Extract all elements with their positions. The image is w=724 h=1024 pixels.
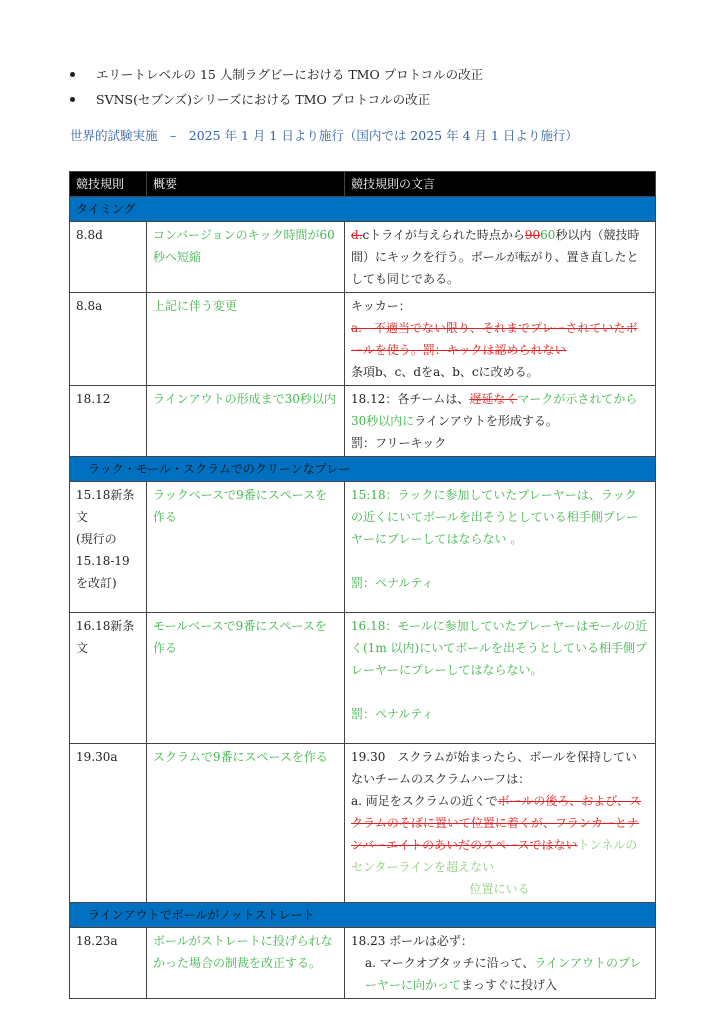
summary-cell: ラックベースで9番にスペースを作る — [147, 482, 345, 613]
bullet-dot-icon — [70, 97, 75, 102]
bullet-item: SVNS(セブンズ)シリーズにおける TMO プロトコルの改正 — [70, 87, 483, 112]
table-row — [70, 386, 656, 457]
table-row — [70, 482, 656, 613]
law-text-cell: キッカー： a. 不適当でない限り、それまでプレーされていたボールを使う。罰：キックは認められない 条項b、c、dをa、b、cに改める。 — [345, 293, 656, 386]
table-row — [70, 222, 656, 293]
table-header-row — [70, 172, 656, 197]
law-number: 19.30a — [70, 744, 147, 903]
law-text-cell: 19.30 スクラムが始まったら、ボールを保持していないチームのスクラムハーフは： a. 両足をスクラムの近くでボールの後ろ、および、スクラムのそばに置いて位置に着くが、フランカーとナンバーエイトのあいだのスペースではないトンネルのセンターラインを超えない 位置にいる — [345, 744, 656, 903]
header-summary: 概要 — [147, 172, 345, 197]
table-row — [70, 928, 656, 999]
law-text-cell: 18.12：各チームは、遅延なくマークが示されてから30秒以内にラインアウトを形成する。 罰：フリーキック — [345, 386, 656, 457]
law-number: 18.12 — [70, 386, 147, 457]
law-text-cell: 16.18：モールに参加していたプレーヤーはモールの近く(1m 以内)にいてボールを出そうとしている相手側プレーヤーにプレーしてはならない。 罰：ペナルティ — [345, 613, 656, 744]
law-number: 15.18新条文 (現行の15.18-19を改訂) — [70, 482, 147, 613]
bullet-item: エリートレベルの 15 人制ラグビーにおける TMO プロトコルの改正 — [70, 62, 483, 87]
law-text-cell: 15:18：ラックに参加していたプレーヤーは、ラックの近くにいてボールを出そうとしている相手側プレーヤーにプレーしてはならない 。 罰：ペナルティ — [345, 482, 656, 613]
table-row — [70, 744, 656, 903]
bullet-dot-icon — [70, 72, 75, 77]
table-row — [70, 613, 656, 744]
summary-cell: モールベースで9番にスペースを作る — [147, 613, 345, 744]
summary-cell: ラインアウトの形成まで30秒以内 — [147, 386, 345, 457]
law-text-cell: d.cトライが与えられた時点から9060秒以内（競技時間）にキックを行う。ボールが転がり、置き直したとしても同じである。 — [345, 222, 656, 293]
law-number: 8.8d — [70, 222, 147, 293]
law-number: 16.18新条文 — [70, 613, 147, 744]
summary-cell: コンバージョンのキック時間が60秒へ短縮 — [147, 222, 345, 293]
summary-cell: 上記に伴う変更 — [147, 293, 345, 386]
rules-table — [69, 171, 656, 999]
header-law: 競技規則 — [70, 172, 147, 197]
section-row-timing: タイミング — [70, 197, 656, 222]
section-heading: 世界的試験実施 – 2025 年 1 月 1 日より施行（国内では 2025 年 4 月 1 日より施行） — [70, 128, 578, 143]
law-number: 8.8a — [70, 293, 147, 386]
header-text: 競技規則の文言 — [345, 172, 656, 197]
table-row — [70, 293, 656, 386]
law-text-cell: 18.23 ボールは必ず： a. マークオブタッチに沿って、ラインアウトのプレーヤーに向かってまっすぐに投げ入 — [345, 928, 656, 999]
summary-cell: ボールがストレートに投げられなかった場合の制裁を改正する。 — [147, 928, 345, 999]
law-number: 18.23a — [70, 928, 147, 999]
summary-cell: スクラムで9番にスペースを作る — [147, 744, 345, 903]
bullet-list — [70, 62, 483, 112]
section-row-lineout: ラインアウトでボールがノットストレート — [70, 903, 656, 928]
section-row-ruck: ラック・モール・スクラムでのクリーンなプレー — [70, 457, 656, 482]
